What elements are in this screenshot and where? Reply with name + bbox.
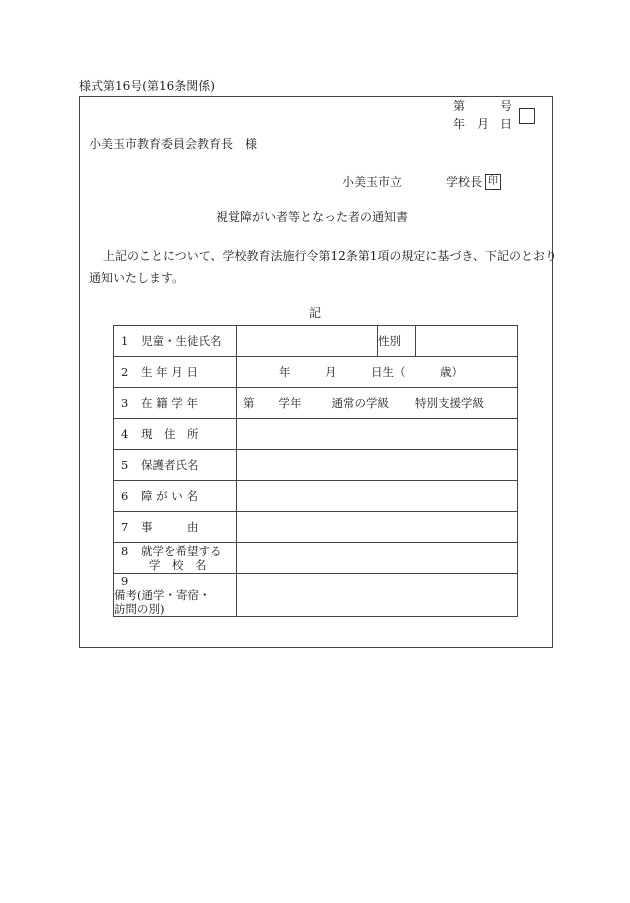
label-guardian: 保護者氏名 — [141, 458, 199, 472]
label-school-wish — [141, 544, 222, 572]
row-label — [114, 450, 237, 481]
row-label — [114, 326, 237, 357]
school-wish-field[interactable] — [237, 543, 518, 574]
table-row — [114, 543, 518, 574]
table-row — [114, 326, 518, 357]
row-number: 3 — [121, 396, 129, 410]
table-row — [114, 450, 518, 481]
date-day: 日 — [500, 117, 513, 131]
label-line: 就学を希望する — [141, 544, 222, 558]
doc-number-suffix: 号 — [500, 99, 513, 113]
sex-label: 性別 — [378, 326, 416, 357]
table-row — [114, 388, 518, 419]
student-name-field[interactable] — [237, 326, 378, 357]
sex-field[interactable] — [416, 326, 518, 357]
label-disability: 障 が い 名 — [141, 489, 198, 503]
disability-field[interactable] — [237, 481, 518, 512]
label-student-name: 児童・生徒氏名 — [141, 334, 222, 348]
reason-field[interactable] — [237, 512, 518, 543]
table-row — [114, 574, 518, 617]
label-birthdate: 生 年 月 日 — [141, 365, 198, 379]
row-number: 4 — [121, 427, 129, 441]
label-remarks — [114, 588, 211, 616]
row-label — [114, 481, 237, 512]
normal-class-option[interactable]: 通常の学級 — [331, 396, 389, 410]
info-table — [113, 325, 518, 617]
row-number: 7 — [121, 520, 129, 534]
recipient: 小美玉市教育委員会教育長 様 — [89, 137, 258, 151]
row-label — [114, 512, 237, 543]
sender-principal: 学校長 — [446, 175, 483, 189]
row-label — [114, 543, 237, 574]
document-title: 視覚障がい者等となった者の通知書 — [216, 210, 409, 224]
row-number: 8 — [121, 544, 129, 558]
doc-number-prefix: 第 — [453, 99, 466, 113]
table-row — [114, 512, 518, 543]
table-row — [114, 419, 518, 450]
birthdate-field[interactable] — [237, 357, 518, 388]
address-field[interactable] — [237, 419, 518, 450]
grade-field[interactable] — [237, 388, 518, 419]
sender-school: 小美玉市立 — [342, 175, 403, 189]
row-number: 6 — [121, 489, 129, 503]
label-line: 備考(通学・寄宿・ — [114, 588, 211, 602]
grade-suffix: 学年 — [278, 396, 302, 410]
guardian-field[interactable] — [237, 450, 518, 481]
table-row — [114, 357, 518, 388]
label-line: 訪問の別) — [114, 602, 165, 616]
table-row — [114, 481, 518, 512]
grade-prefix: 第 — [243, 396, 255, 410]
row-label — [114, 357, 237, 388]
remarks-field[interactable] — [237, 574, 518, 617]
date-month: 月 — [477, 117, 490, 131]
label-reason: 事 由 — [141, 520, 199, 534]
special-class-option[interactable]: 特別支援学級 — [415, 396, 484, 410]
date-year: 年 — [453, 117, 466, 131]
body-line-2: 通知いたします。 — [89, 271, 185, 285]
ki-heading: 記 — [309, 306, 322, 320]
body-line-1: 上記のことについて、学校教育法施行令第12条第1項の規定に基づき、下記のとおり — [103, 249, 557, 263]
row-label — [114, 574, 237, 617]
label-grade: 在 籍 学 年 — [141, 396, 198, 410]
label-line: 学 校 名 — [149, 558, 207, 572]
checkbox-square — [519, 108, 535, 124]
row-number: 2 — [121, 365, 129, 379]
row-label — [114, 419, 237, 450]
label-address: 現 住 所 — [141, 427, 199, 441]
row-number: 9 — [121, 574, 129, 588]
birthdate-template: 年 月 日生（ 歳） — [279, 365, 463, 379]
seal-mark: 印 — [485, 174, 501, 190]
row-number: 1 — [121, 334, 129, 348]
row-label — [114, 388, 237, 419]
form-number: 様式第16号(第16条関係) — [79, 79, 215, 93]
row-number: 5 — [121, 458, 129, 472]
